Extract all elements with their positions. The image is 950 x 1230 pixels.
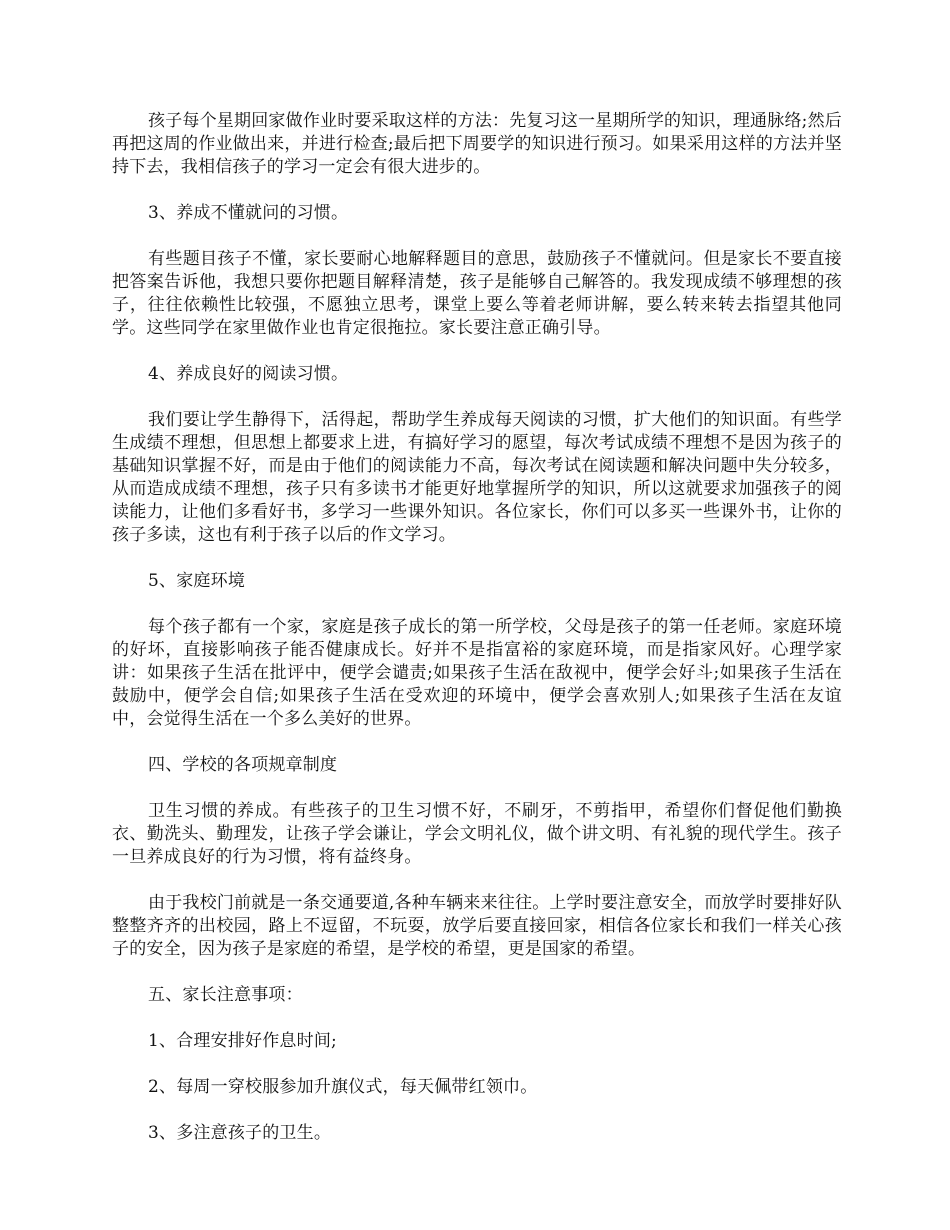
heading-school-rules: 四、学校的各项规章制度 [148, 755, 338, 775]
paragraph-family-environment: 每个孩子都有一个家，家庭是孩子成长的第一所学校，父母是孩子的第一任老师。家庭环境的好坏，直接影响孩子能否健康成长。好并不是指富裕的家庭环境，而是指家风好。心理学家讲：如果孩子生活在批评中，便学会谴责;如果孩子生活在敌视中，便学会好斗;如果孩子生活在鼓励中，便学会自信;如果孩子生活在受欢迎的环境中，便学会喜欢别人;如果孩子生活在友谊中，会觉得生活在一个多么美好的世界。 [112, 617, 842, 729]
document-body [112, 110, 842, 1168]
paragraph-traffic-safety: 由于我校门前就是一条交通要道,各种车辆来来往往。上学时要注意安全，而放学时要排好队整整齐齐的出校园，路上不逗留，不玩耍，放学后要直接回家，相信各位家长和我们一样关心孩子的安全，因为孩子是家庭的希望，是学校的希望，更是国家的希望。 [112, 893, 842, 959]
note-item-1: 1、合理安排好作息时间; [148, 1031, 337, 1051]
note-item-3: 3、多注意孩子的卫生。 [148, 1123, 332, 1143]
paragraph-ask-questions: 有些题目孩子不懂，家长要耐心地解释题目的意思，鼓励孩子不懂就问。但是家长不要直接把答案告诉他，我想只要你把题目解释清楚，孩子是能够自己解答的。我发现成绩不够理想的孩子，往往依赖性比较强，不愿独立思考，课堂上要么等着老师讲解，要么转来转去指望其他同学。这些同学在家里做作业也肯定很拖拉。家长要注意正确引导。 [112, 249, 842, 338]
paragraph-reading-habit: 我们要让学生静得下，活得起，帮助学生养成每天阅读的习惯，扩大他们的知识面。有些学生成绩不理想，但思想上都要求上进，有搞好学习的愿望，每次考试成绩不理想不是因为孩子的基础知识掌握不好，而是由于他们的阅读能力不高，每次考试在阅读题和解决问题中失分较多，从而造成成绩不理想，孩子只有多读书才能更好地掌握所学的知识，所以这就要求加强孩子的阅读能力，让他们多看好书，多学习一些课外知识。各位家长，你们可以多买一些课外书，让你的孩子多读，这也有利于孩子以后的作文学习。 [112, 410, 842, 545]
note-item-2: 2、每周一穿校服参加升旗仪式，每天佩带红领巾。 [148, 1077, 538, 1097]
heading-ask-questions: 3、养成不懂就问的习惯。 [148, 203, 349, 223]
heading-family-environment: 5、家庭环境 [148, 571, 246, 591]
paragraph-hygiene: 卫生习惯的养成。有些孩子的卫生习惯不好，不刷牙，不剪指甲，希望你们督促他们勤换衣、勤洗头、勤理发，让孩子学会谦让，学会文明礼仪，做个讲文明、有礼貌的现代学生。孩子一旦养成良好的行为习惯，将有益终身。 [112, 801, 842, 867]
heading-reading-habit: 4、养成良好的阅读习惯。 [148, 364, 349, 384]
heading-parent-notes: 五、家长注意事项： [148, 985, 303, 1005]
paragraph-homework-method: 孩子每个星期回家做作业时要采取这样的方法：先复习这一星期所学的知识，理通脉络;然后再把这周的作业做出来，并进行检查;最后把下周要学的知识进行预习。如果采用这样的方法并坚持下去，我相信孩子的学习一定会有很大进步的。 [112, 111, 842, 177]
